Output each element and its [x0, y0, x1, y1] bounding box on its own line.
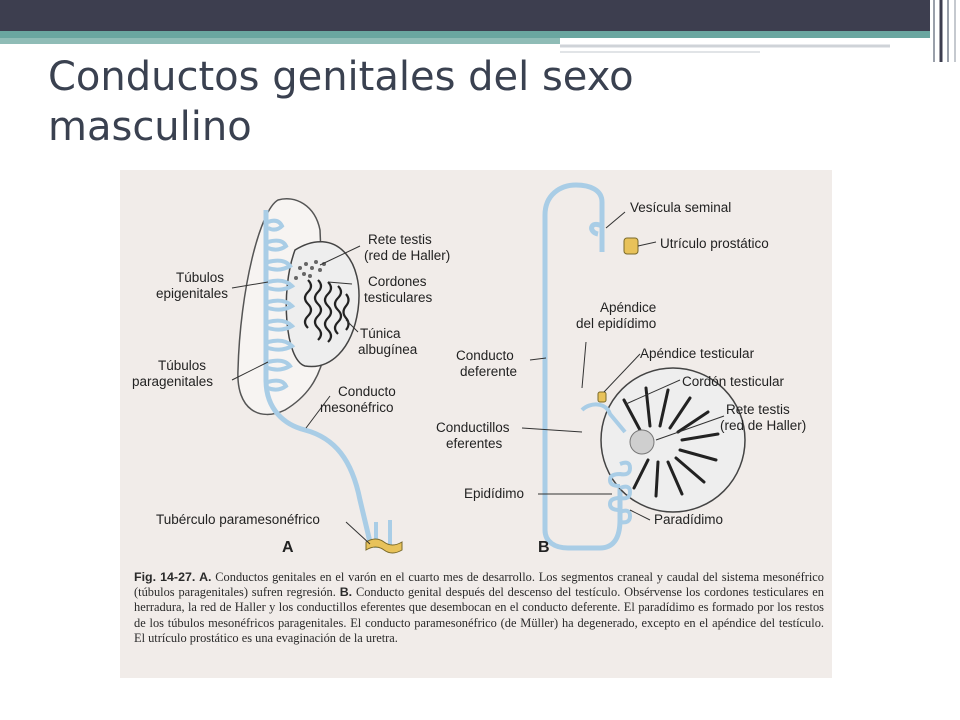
label-cordones-line1: Cordones: [368, 274, 427, 289]
label-rete-testis-b-line2: (red de Haller): [720, 418, 807, 433]
caption-b-marker: B.: [339, 585, 353, 600]
testis-b: [601, 368, 745, 512]
label-apendice-epididimo-line1: Apéndice: [600, 300, 657, 315]
paramesonephric-tubercle: [366, 539, 402, 553]
label-conductillos-line1: Conductillos: [436, 420, 510, 435]
figure-caption: [134, 570, 824, 646]
label-tunica-line2: albugínea: [358, 342, 418, 357]
label-apendice-testicular: Apéndice testicular: [640, 346, 755, 361]
label-utriculo-prostatico: Utrículo prostático: [660, 236, 769, 251]
rete-testis-b-network: [630, 430, 654, 454]
label-rete-testis-a-line2: (red de Haller): [364, 248, 451, 263]
caption-fig-label: Fig. 14-27.: [134, 570, 196, 584]
panel-b-drawing: [436, 185, 806, 556]
label-rete-testis-a-line1: Rete testis: [368, 232, 432, 247]
panel-letter-a: A: [282, 539, 294, 556]
label-conducto-deferente-line1: Conducto: [456, 348, 514, 363]
label-paradidimo: Paradídimo: [654, 512, 724, 527]
panel-letter-b: B: [538, 539, 550, 556]
label-tubulos-epigenitales-line2: epigenitales: [156, 286, 229, 301]
prostatic-utricle: [624, 238, 638, 254]
caption-text-b: Conducto genital después del descenso del testículo. Obsérvense los cordones testiculares en herradura, la red de Haller y los conductillos eferentes que desembocan en el conducto deferente. El paradídimo es formado por los restos de los túbulos mesonéfricos paragenitales. El conducto paramesonéfrico (de Müller) ha degenerado, excepto en el apéndice del testículo. El utrículo prostático es una evaginación de la uretra.: [134, 585, 824, 645]
appendix-testis: [598, 392, 606, 402]
genital-ducts-diagram: [120, 170, 832, 570]
label-vesicula-seminal: Vesícula seminal: [630, 200, 732, 215]
caption-text-a: Conductos genitales en el varón en el cuarto mes de desarrollo. Los segmentos craneal y caudal del sistema mesonéfrico (túbulos paragenitales) sufren regresión.: [134, 570, 824, 600]
label-epididimo: Epidídimo: [464, 486, 525, 501]
label-rete-testis-b-line1: Rete testis: [726, 402, 790, 417]
label-conducto-deferente-line2: deferente: [460, 364, 518, 379]
caption-a-marker: A.: [199, 570, 212, 584]
slide-title: Conductos genitales del sexo masculino: [48, 54, 634, 150]
label-cordones-line2: testiculares: [364, 290, 433, 305]
label-tubulos-paragenitales-line1: Túbulos: [158, 358, 207, 373]
label-tubulos-paragenitales-line2: paragenitales: [132, 374, 214, 389]
panel-a-drawing: [132, 199, 450, 556]
label-tunica-line1: Túnica: [360, 326, 401, 341]
label-conducto-mesonefrico-line1: Conducto: [338, 384, 396, 399]
label-cordon-testicular: Cordón testicular: [682, 374, 785, 389]
label-tubulos-epigenitales-line1: Túbulos: [176, 270, 225, 285]
figure-14-27: [120, 170, 832, 678]
label-tuberculo-paramesonefrico: Tubérculo paramesonéfrico: [156, 512, 320, 527]
label-conductillos-line2: eferentes: [446, 436, 503, 451]
label-apendice-epididimo-line2: del epidídimo: [576, 316, 657, 331]
label-conducto-mesonefrico-line2: mesonéfrico: [320, 400, 394, 415]
